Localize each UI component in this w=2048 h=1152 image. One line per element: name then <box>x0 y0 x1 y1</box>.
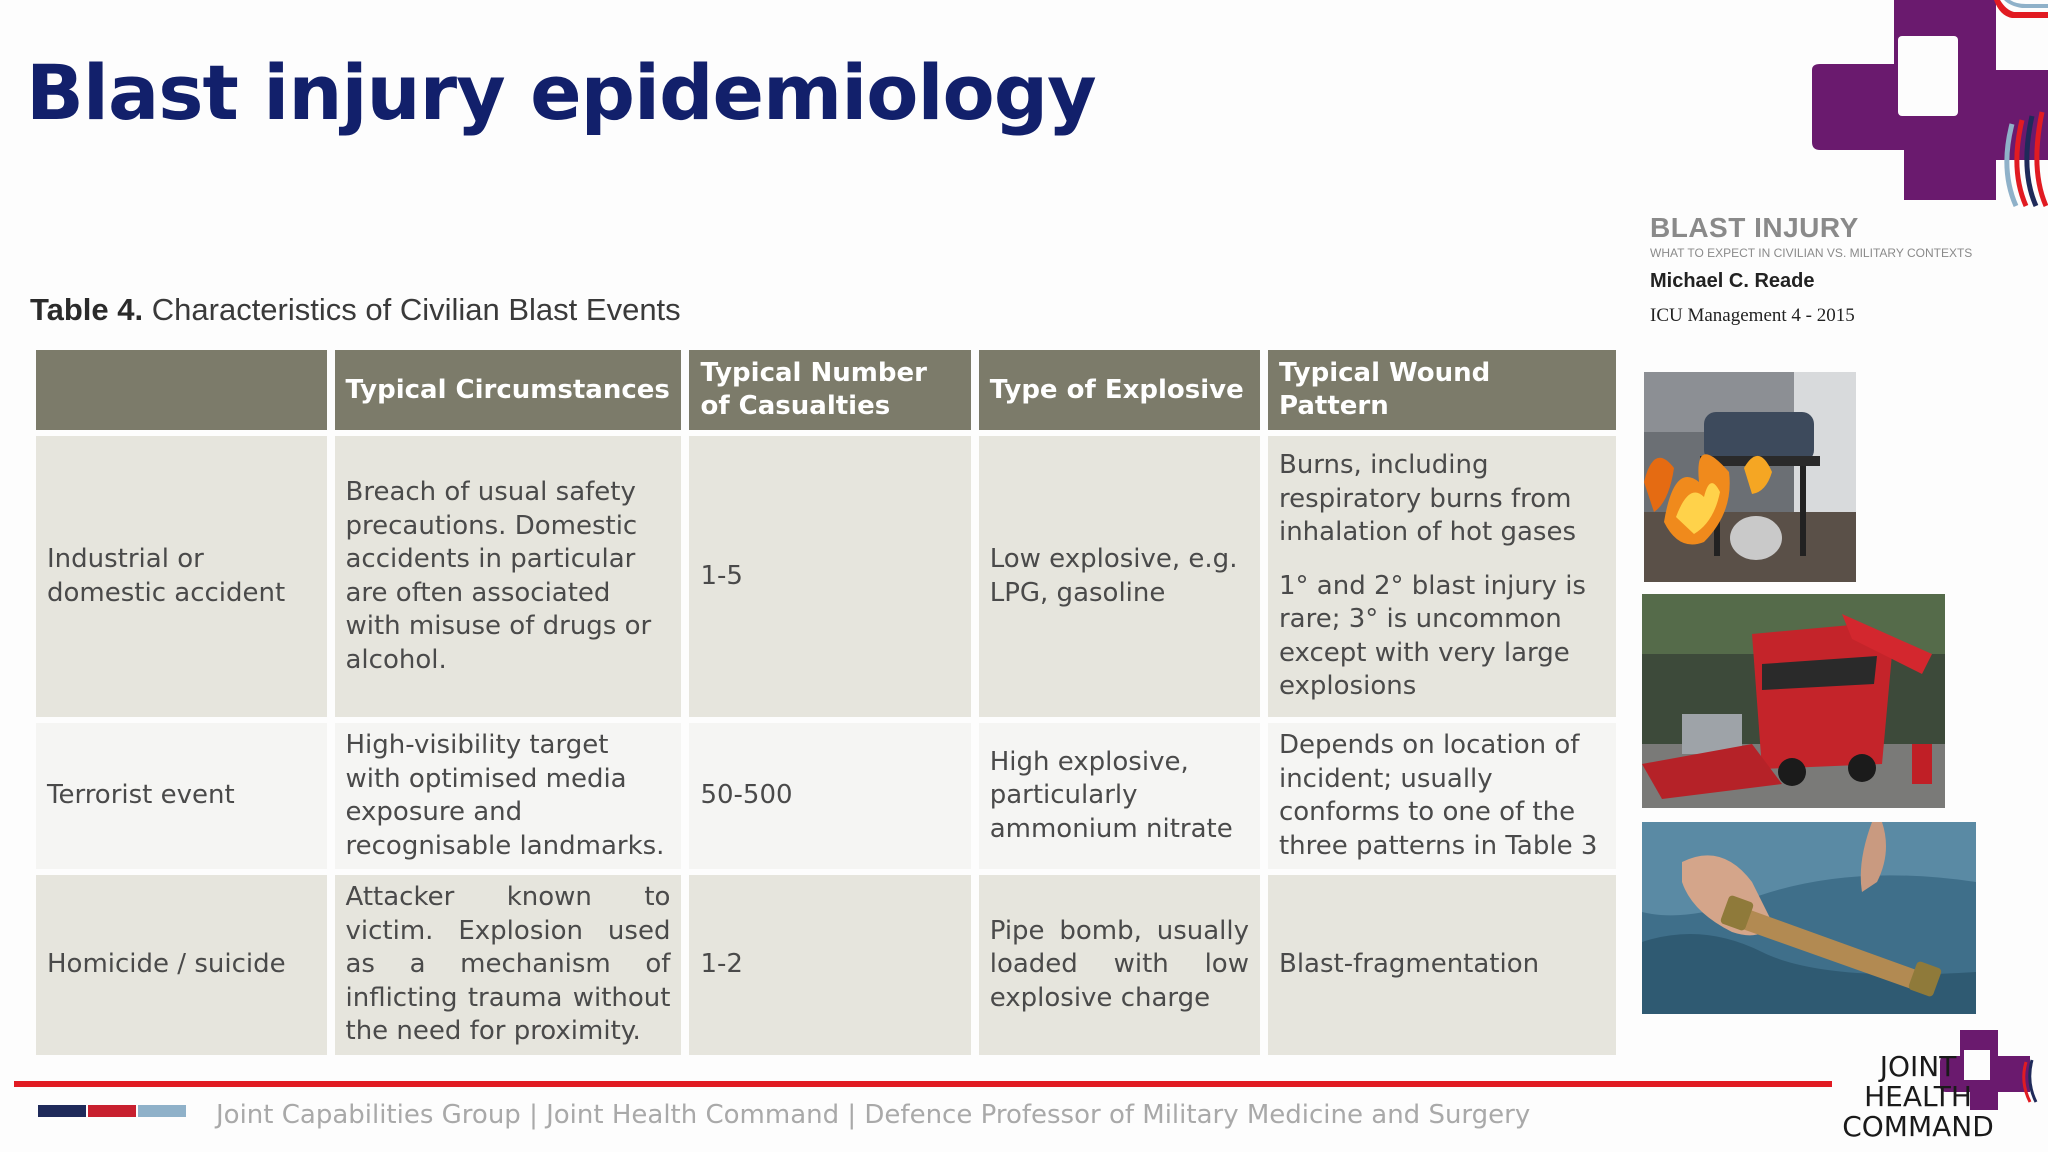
citation-journal: ICU Management 4 - 2015 <box>1650 305 1855 326</box>
footer-bar-navy <box>38 1105 86 1117</box>
circumstances-cell: High-visibility target with optimised media exposure and recognisable landmarks. <box>335 723 682 869</box>
column-header-event <box>36 350 327 430</box>
table-caption-number: Table 4. <box>30 292 144 327</box>
wound-pattern-cell: Depends on location of incident; usually conforms to one of the three patterns in Table 3 <box>1268 723 1616 869</box>
circumstances-cell: Attacker known to victim. Explosion used as a mechanism of inflicting trauma without the need for proximity. <box>335 875 682 1055</box>
column-header-circumstances: Typical Circumstances <box>335 350 682 430</box>
wound-pattern-text: 1° and 2° blast injury is rare; 3° is uncommon except with very large explosions <box>1278 570 1586 702</box>
table-caption-text: Characteristics of Civilian Blast Events <box>151 292 681 327</box>
footer-text: Joint Capabilities Group | Joint Health Command | Defence Professor of Military Medicine and Surgery <box>216 1100 1531 1130</box>
footer-bar-blue <box>138 1105 186 1117</box>
table-row <box>36 875 1616 1055</box>
explosive-cell: Pipe bomb, usually loaded with low explosive charge <box>979 875 1260 1055</box>
civilian-blast-events-table <box>28 344 1624 1061</box>
destroyed-bus-photo <box>1642 594 1945 808</box>
footer-color-bars <box>38 1105 186 1117</box>
explosive-cell: High explosive, particularly ammonium nitrate <box>979 723 1260 869</box>
joint-health-cross-logo <box>1800 0 2048 210</box>
wound-pattern-cell: Blast-fragmentation <box>1268 875 1616 1055</box>
event-cell: Industrial or domestic accident <box>36 436 327 717</box>
citation-subheading: WHAT TO EXPECT IN CIVILIAN VS. MILITARY CONTEXTS <box>1650 246 1973 260</box>
logo-line-health: HEALTH <box>1864 1080 1972 1113</box>
citation-heading: BLAST INJURY <box>1650 212 1859 243</box>
logo-line-joint: JOINT <box>1879 1050 1957 1083</box>
slide-title: Blast injury epidemiology <box>26 48 1096 137</box>
logo-line-command: COMMAND <box>1842 1110 1994 1143</box>
circumstances-cell: Breach of usual safety precautions. Domestic accidents in particular are often associated with misuse of drugs or alcohol. <box>335 436 682 717</box>
table-row <box>36 436 1616 717</box>
explosive-cell: Low explosive, e.g. LPG, gasoline <box>979 436 1260 717</box>
pipe-bomb-photo <box>1642 822 1976 1014</box>
casualties-cell: 1-5 <box>689 436 970 717</box>
table-header-row <box>36 350 1616 430</box>
casualties-cell: 50-500 <box>689 723 970 869</box>
reference-citation <box>1650 212 2010 327</box>
joint-health-command-wordmark <box>1838 1052 1998 1142</box>
burning-grill-photo <box>1644 372 1856 582</box>
footer-bar-red <box>88 1105 136 1117</box>
event-cell: Homicide / suicide <box>36 875 327 1055</box>
column-header-casualties: Typical Number of Casualties <box>689 350 970 430</box>
wound-pattern-cell <box>1268 436 1616 717</box>
column-header-explosive: Type of Explosive <box>979 350 1260 430</box>
column-header-wound-pattern: Typical Wound Pattern <box>1268 350 1616 430</box>
wound-pattern-text: Burns, including respiratory burns from inhalation of hot gases <box>1278 450 1577 548</box>
table-row <box>36 723 1616 869</box>
event-cell: Terrorist event <box>36 723 327 869</box>
casualties-cell: 1-2 <box>689 875 970 1055</box>
table-caption <box>30 292 681 328</box>
citation-author: Michael C. Reade <box>1650 270 1815 292</box>
footer-divider <box>14 1081 1832 1087</box>
